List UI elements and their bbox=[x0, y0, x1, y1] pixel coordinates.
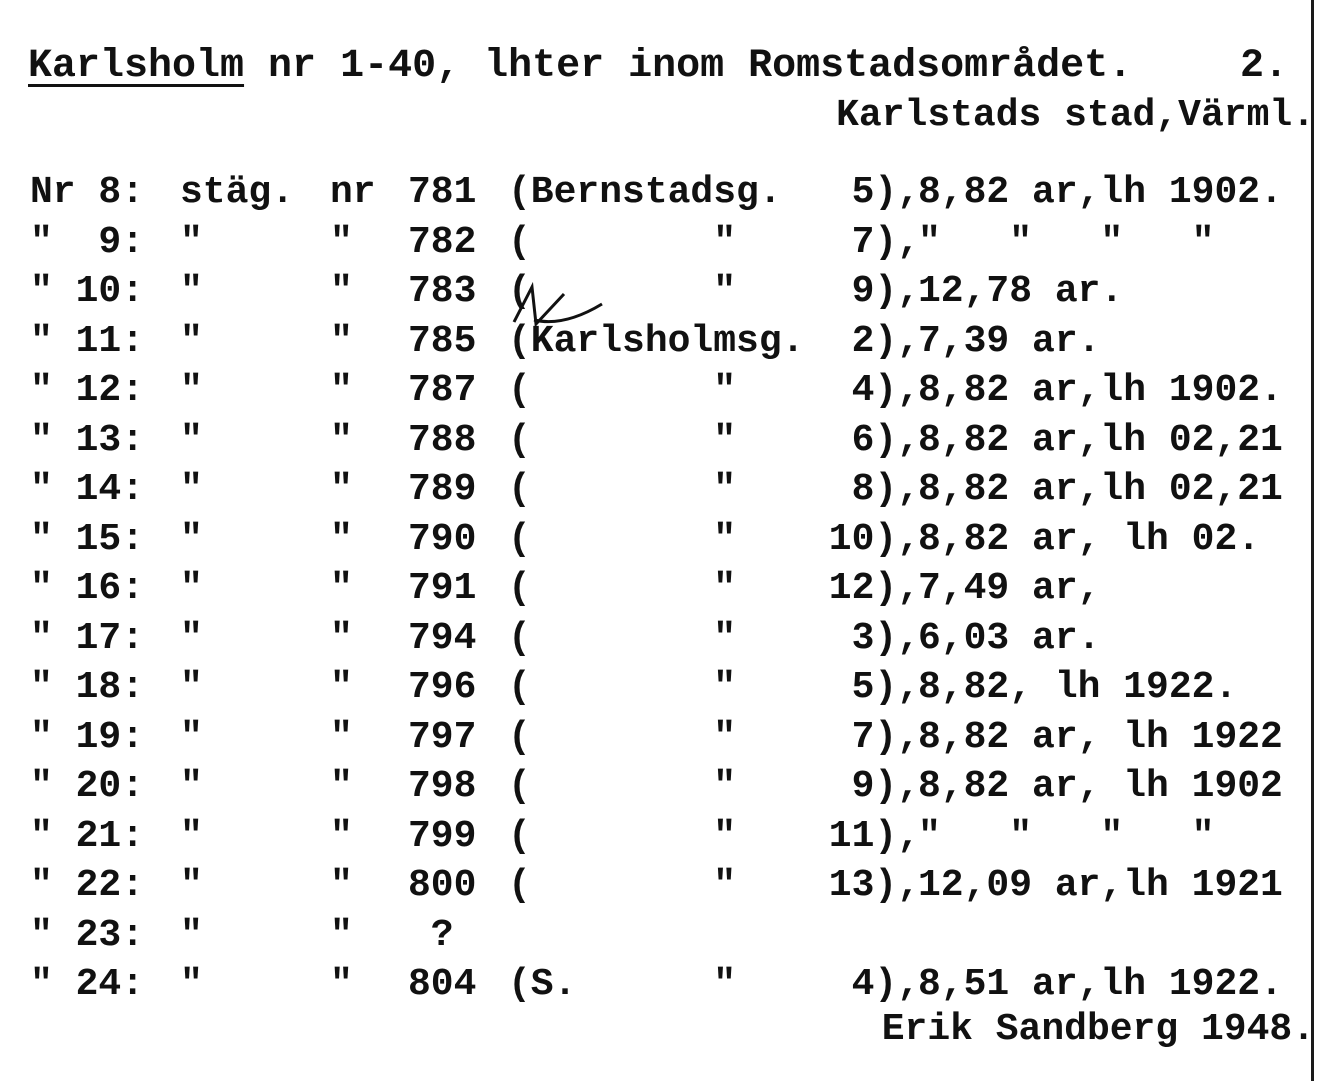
row-number: " 21: bbox=[30, 814, 145, 858]
row-nr-label: " bbox=[330, 369, 353, 412]
row-number: " 22: bbox=[30, 864, 145, 907]
row-stag: " bbox=[180, 468, 203, 511]
row-stag: " bbox=[180, 765, 203, 808]
row-area-and-year: 7,49 ar, bbox=[918, 567, 1101, 610]
row-street: (Bernstadsg. bbox=[508, 171, 782, 214]
row-nr-label: " bbox=[330, 666, 353, 709]
row-area-and-year: 8,82 ar,lh 1902. bbox=[918, 369, 1283, 412]
list-item bbox=[30, 317, 1320, 367]
row-stag: " bbox=[180, 270, 203, 313]
row-parcel-number: 791 bbox=[408, 567, 477, 610]
row-area-and-year: 8,82 ar, lh 1922 bbox=[918, 715, 1283, 759]
row-house-number: 2), bbox=[851, 319, 920, 363]
row-street: ( " bbox=[508, 220, 737, 264]
list-item bbox=[30, 465, 1320, 515]
row-house-number: 4), bbox=[851, 963, 920, 1006]
row-number: " 9: bbox=[30, 220, 145, 264]
list-item bbox=[30, 861, 1320, 911]
row-street: ( " bbox=[508, 567, 737, 610]
row-street: ( " bbox=[508, 864, 737, 907]
row-area-and-year: 8,51 ar,lh 1922. bbox=[918, 963, 1283, 1006]
row-stag: " bbox=[180, 616, 203, 660]
row-parcel-number: 797 bbox=[408, 715, 477, 759]
row-parcel-number: ? bbox=[408, 913, 454, 957]
row-street: ( " bbox=[508, 468, 737, 511]
list-item bbox=[30, 663, 1320, 713]
row-parcel-number: 800 bbox=[408, 864, 477, 907]
row-parcel-number: 788 bbox=[408, 418, 477, 462]
row-nr-label: " bbox=[330, 220, 353, 264]
row-house-number: 10), bbox=[828, 517, 920, 561]
row-number: " 24: bbox=[30, 963, 145, 1006]
row-area-and-year: 8,82 ar,lh 1902. bbox=[918, 171, 1283, 214]
row-nr-label: " bbox=[330, 418, 353, 462]
row-street: ( " bbox=[508, 418, 737, 462]
row-house-number: 9), bbox=[851, 270, 920, 313]
row-stag: " bbox=[180, 517, 203, 561]
row-stag: stäg. bbox=[180, 171, 295, 214]
row-street: ( " bbox=[508, 814, 737, 858]
list-item bbox=[30, 267, 1320, 317]
location-subtitle: Karlstads stad,Värml. bbox=[836, 94, 1315, 137]
row-parcel-number: 783 bbox=[408, 270, 477, 313]
row-house-number: 6), bbox=[851, 418, 920, 462]
row-stag: " bbox=[180, 567, 203, 610]
row-parcel-number: 804 bbox=[408, 963, 477, 1006]
parcel-list bbox=[30, 168, 1320, 1010]
row-number: Nr 8: bbox=[30, 171, 145, 214]
list-item bbox=[30, 564, 1320, 614]
row-nr-label: " bbox=[330, 814, 353, 858]
row-number: " 19: bbox=[30, 715, 145, 759]
row-nr-label: " bbox=[330, 517, 353, 561]
row-house-number: 7), bbox=[851, 220, 920, 264]
row-area-and-year: 8,82 ar,lh 02,21 bbox=[918, 468, 1283, 511]
row-parcel-number: 790 bbox=[408, 517, 477, 561]
row-area-and-year: 12,78 ar. bbox=[918, 270, 1124, 313]
row-nr-label: " bbox=[330, 468, 353, 511]
row-nr-label: nr bbox=[330, 171, 376, 214]
list-item bbox=[30, 960, 1320, 1010]
row-stag: " bbox=[180, 913, 203, 957]
row-stag: " bbox=[180, 666, 203, 709]
row-parcel-number: 796 bbox=[408, 666, 477, 709]
list-item bbox=[30, 812, 1320, 862]
row-stag: " bbox=[180, 418, 203, 462]
list-item bbox=[30, 416, 1320, 466]
row-number: " 12: bbox=[30, 369, 145, 412]
row-number: " 23: bbox=[30, 913, 145, 957]
handwritten-correction-mark bbox=[504, 282, 604, 342]
row-number: " 16: bbox=[30, 567, 145, 610]
row-area-and-year: " " " " bbox=[918, 220, 1215, 264]
row-nr-label: " bbox=[330, 270, 353, 313]
row-parcel-number: 785 bbox=[408, 319, 477, 363]
row-house-number: 13), bbox=[828, 864, 920, 907]
list-item bbox=[30, 366, 1320, 416]
row-number: " 15: bbox=[30, 517, 145, 561]
row-parcel-number: 798 bbox=[408, 765, 477, 808]
list-item bbox=[30, 911, 1320, 961]
row-area-and-year: 8,82, lh 1922. bbox=[918, 666, 1238, 709]
row-parcel-number: 781 bbox=[408, 171, 477, 214]
row-parcel-number: 794 bbox=[408, 616, 477, 660]
row-number: " 20: bbox=[30, 765, 145, 808]
row-stag: " bbox=[180, 369, 203, 412]
row-house-number: 5), bbox=[851, 171, 920, 214]
row-house-number: 12), bbox=[828, 567, 920, 610]
row-number: " 10: bbox=[30, 270, 145, 313]
row-parcel-number: 789 bbox=[408, 468, 477, 511]
row-street: ( " bbox=[508, 369, 737, 412]
title-place-name: Karlsholm bbox=[28, 44, 245, 89]
row-street: ( " bbox=[508, 616, 737, 660]
card-top-edge bbox=[0, 0, 1329, 4]
list-item bbox=[30, 713, 1320, 763]
row-street: ( " bbox=[508, 715, 737, 759]
row-stag: " bbox=[180, 814, 203, 858]
row-area-and-year: 8,82 ar,lh 02,21 bbox=[918, 418, 1283, 462]
row-house-number: 11), bbox=[828, 814, 920, 858]
row-stag: " bbox=[180, 220, 203, 264]
row-stag: " bbox=[180, 963, 203, 1006]
row-nr-label: " bbox=[330, 913, 353, 957]
row-nr-label: " bbox=[330, 616, 353, 660]
row-stag: " bbox=[180, 715, 203, 759]
row-house-number: 7), bbox=[851, 715, 920, 759]
title-description: nr 1-40, lhter inom Romstadsområdet. bbox=[244, 44, 1133, 89]
row-nr-label: " bbox=[330, 319, 353, 363]
row-nr-label: " bbox=[330, 567, 353, 610]
page-number: 2. bbox=[1240, 44, 1289, 89]
row-area-and-year: 6,03 ar. bbox=[918, 616, 1101, 660]
row-stag: " bbox=[180, 319, 203, 363]
row-number: " 14: bbox=[30, 468, 145, 511]
row-number: " 17: bbox=[30, 616, 145, 660]
row-parcel-number: 799 bbox=[408, 814, 477, 858]
row-street: ( " bbox=[508, 666, 737, 709]
row-nr-label: " bbox=[330, 765, 353, 808]
row-street: ( " bbox=[508, 765, 737, 808]
row-area-and-year: 8,82 ar, lh 02. bbox=[918, 517, 1261, 561]
list-item bbox=[30, 168, 1320, 218]
row-parcel-number: 782 bbox=[408, 220, 477, 264]
card-title bbox=[28, 44, 1132, 89]
row-area-and-year: " " " " bbox=[918, 814, 1215, 858]
row-area-and-year: 12,09 ar,lh 1921 bbox=[918, 864, 1283, 907]
row-street: ( " bbox=[508, 517, 737, 561]
list-item bbox=[30, 515, 1320, 565]
list-item bbox=[30, 218, 1320, 268]
row-number: " 18: bbox=[30, 666, 145, 709]
row-house-number: 3), bbox=[851, 616, 920, 660]
row-street: (S. " bbox=[508, 963, 737, 1006]
row-area-and-year: 7,39 ar. bbox=[918, 319, 1101, 363]
row-street: ( " bbox=[508, 270, 737, 313]
row-parcel-number: 787 bbox=[408, 369, 477, 412]
list-item bbox=[30, 614, 1320, 664]
row-house-number: 8), bbox=[851, 468, 920, 511]
row-nr-label: " bbox=[330, 715, 353, 759]
list-item bbox=[30, 762, 1320, 812]
row-house-number: 5), bbox=[851, 666, 920, 709]
row-nr-label: " bbox=[330, 864, 353, 907]
row-house-number: 9), bbox=[851, 765, 920, 808]
row-house-number: 4), bbox=[851, 369, 920, 412]
signature-line: Erik Sandberg 1948. bbox=[881, 1008, 1315, 1051]
row-area-and-year: 8,82 ar, lh 1902 bbox=[918, 765, 1283, 808]
row-nr-label: " bbox=[330, 963, 353, 1006]
row-street: (Karlsholmsg. bbox=[508, 319, 805, 363]
row-number: " 11: bbox=[30, 319, 145, 363]
row-stag: " bbox=[180, 864, 203, 907]
row-number: " 13: bbox=[30, 418, 145, 462]
